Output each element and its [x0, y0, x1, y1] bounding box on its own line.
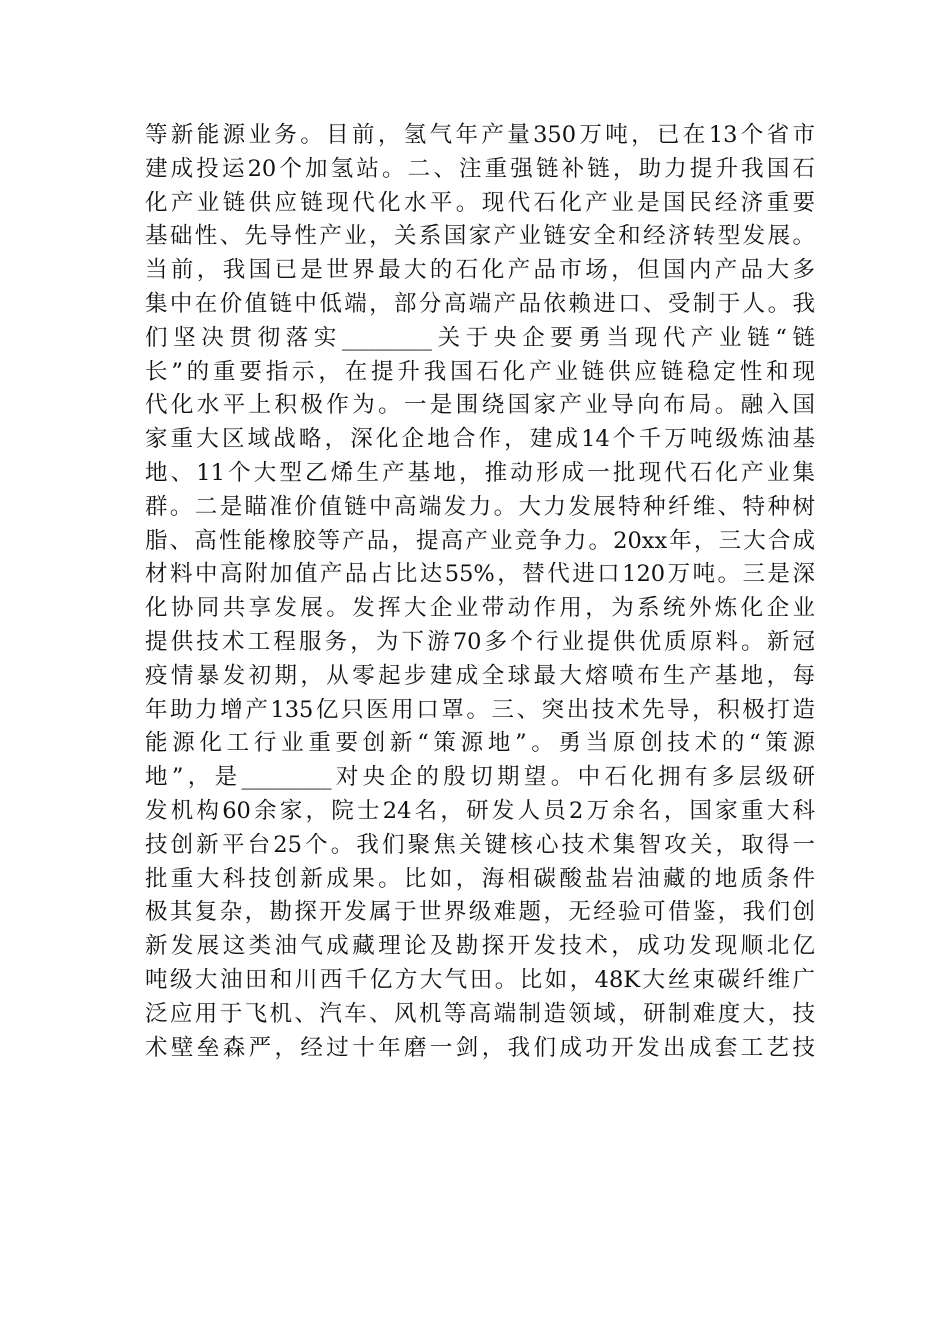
text-line-12: 群。二是瞄准价值链中高端发力。大力发展特种纤维、特种树: [145, 493, 815, 520]
text-line-11: 地、11个大型乙烯生产基地，推动形成一批现代石化产业集: [145, 459, 815, 486]
text-line-14: 材料中高附加值产品占比达55%，替代进口120万吨。三是深: [145, 561, 815, 588]
text-line-4: 基础性、先导性产业，关系国家产业链安全和经济转型发展。: [145, 223, 815, 250]
text-line-1: 等新能源业务。目前，氢气年产量350万吨，已在13个省市: [145, 122, 815, 148]
text-line-21: 发机构60余家，院士24名，研发人员2万余名，国家重大科: [145, 797, 815, 824]
text-line-25: 新发展这类油气成藏理论及勘探开发技术，成功发现顺北亿: [145, 933, 815, 960]
text-line-28: 术壁垒森严，经过十年磨一剑，我们成功开发出成套工艺技: [145, 1034, 815, 1061]
text-line-17: 疫情暴发初期，从零起步建成全球最大熔喷布生产基地，每: [145, 662, 815, 689]
text-line-13: 脂、高性能橡胶等产品，提高产业竞争力。20xx年，三大合成: [145, 527, 815, 554]
text-line-7: 们坚决贯彻落实________关于央企要勇当现代产业链“链: [145, 324, 815, 351]
text-line-19: 能源化工行业重要创新“策源地”。勇当原创技术的“策源: [145, 730, 815, 757]
text-line-8: 长”的重要指示，在提升我国石化产业链供应链稳定性和现: [145, 358, 815, 385]
text-line-20: 地”，是________对央企的殷切期望。中石化拥有多层级研: [145, 764, 815, 791]
text-line-2: 建成投运20个加氢站。二、注重强链补链，助力提升我国石: [145, 155, 815, 182]
text-line-27: 泛应用于飞机、汽车、风机等高端制造领域，研制难度大，技: [145, 1000, 815, 1027]
body-text: [145, 119, 815, 1065]
text-line-6: 集中在价值链中低端，部分高端产品依赖进口、受制于人。我: [145, 290, 815, 317]
text-line-5: 当前，我国已是世界最大的石化产品市场，但国内产品大多: [145, 257, 815, 284]
text-line-24: 极其复杂，勘探开发属于世界级难题，无经验可借鉴，我们创: [145, 899, 815, 926]
text-line-9: 代化水平上积极作为。一是围绕国家产业导向布局。融入国: [145, 392, 815, 419]
text-line-23: 批重大科技创新成果。比如，海相碳酸盐岩油藏的地质条件: [145, 865, 815, 892]
text-line-10: 家重大区域战略，深化企地合作，建成14个千万吨级炼油基: [145, 426, 815, 453]
text-line-3: 化产业链供应链现代化水平。现代石化产业是国民经济重要: [145, 189, 815, 216]
text-line-22: 技创新平台25个。我们聚焦关键核心技术集智攻关，取得一: [145, 831, 815, 858]
text-line-18: 年助力增产135亿只医用口罩。三、突出技术先导，积极打造: [145, 696, 815, 723]
text-line-15: 化协同共享发展。发挥大企业带动作用，为系统外炼化企业: [145, 595, 815, 622]
text-line-26: 吨级大油田和川西千亿方大气田。比如，48K大丝束碳纤维广: [145, 966, 815, 993]
text-line-16: 提供技术工程服务，为下游70多个行业提供优质原料。新冠: [145, 628, 815, 655]
